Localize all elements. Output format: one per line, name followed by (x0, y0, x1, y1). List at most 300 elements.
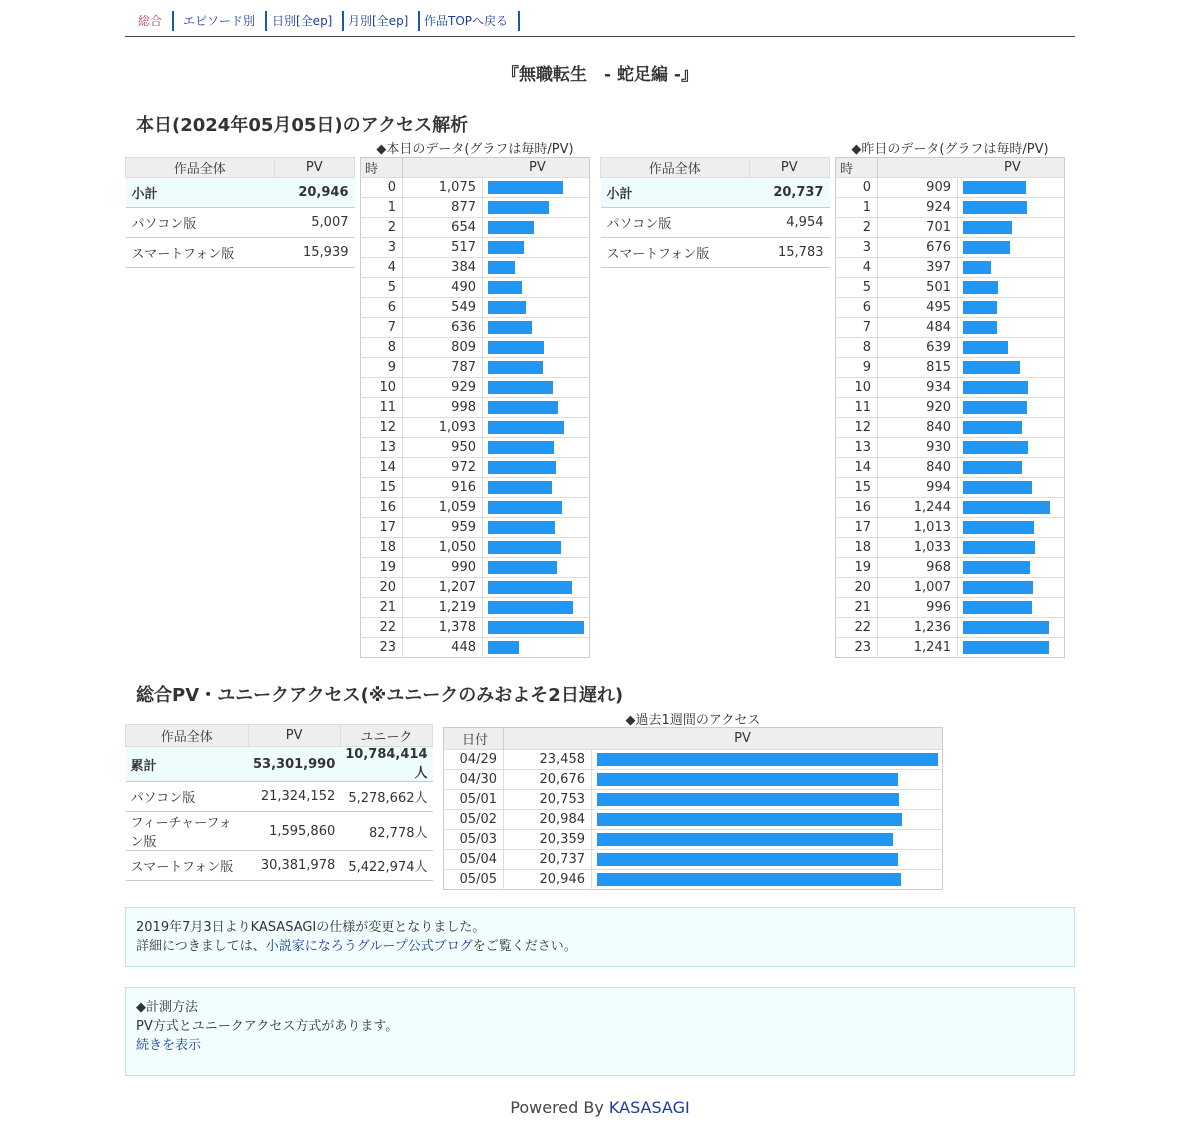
hour-row (836, 318, 1065, 338)
hour-cell: 12 (836, 418, 878, 438)
hour-cell: 8 (836, 338, 878, 358)
hour-row (836, 198, 1065, 218)
date-cell: 05/02 (444, 810, 504, 830)
table-row (601, 178, 830, 208)
pv-cell: 877 (403, 198, 483, 218)
pv-bar (488, 341, 544, 354)
week-row (444, 810, 943, 830)
yesterday-summary-table (600, 157, 830, 268)
pv-cell: 950 (403, 438, 483, 458)
hour-cell: 9 (836, 358, 878, 378)
yesterday-caption: ◆昨日のデータ(グラフは毎時/PV) (851, 142, 1049, 157)
pv-bar (963, 501, 1050, 514)
hour-row (361, 578, 590, 598)
official-blog-link[interactable]: 小説家になろうグループ公式ブログ (265, 939, 473, 954)
pv-cell: 701 (878, 218, 958, 238)
pv-bar (488, 481, 552, 494)
bar-cell (592, 750, 943, 770)
pv-cell: 1,050 (403, 538, 483, 558)
bar-cell (483, 238, 590, 258)
table-row (126, 238, 355, 268)
pv-cell: 998 (403, 398, 483, 418)
bar-cell (958, 638, 1065, 658)
sum-header-pv: PV (749, 158, 830, 178)
pv-bar (488, 401, 558, 414)
nav-episode[interactable]: エピソード別 (183, 11, 267, 31)
nav-monthly[interactable]: 月別[全ep] (348, 11, 420, 31)
hour-cell: 0 (836, 178, 878, 198)
row-pv: 1,595,860 (248, 812, 340, 851)
row-unique: 5,422,974人 (340, 851, 432, 881)
pv-cell: 20,753 (504, 790, 592, 810)
pv-bar (963, 241, 1010, 254)
pv-cell: 916 (403, 478, 483, 498)
hour-row (361, 498, 590, 518)
row-pv: 15,783 (749, 238, 830, 268)
bar-cell (483, 298, 590, 318)
pv-cell: 384 (403, 258, 483, 278)
pv-bar (488, 641, 519, 654)
pv-bar (597, 773, 898, 786)
bar-cell (483, 578, 590, 598)
bar-cell (958, 598, 1065, 618)
pv-bar (488, 441, 554, 454)
pv-cell: 1,013 (878, 518, 958, 538)
row-pv: 30,381,978 (248, 851, 340, 881)
hour-row (361, 538, 590, 558)
hour-cell: 7 (361, 318, 403, 338)
bar-cell (958, 298, 1065, 318)
pv-bar (597, 873, 901, 886)
total-access-table (125, 724, 433, 881)
pv-bar (963, 301, 997, 314)
row-label: スマートフォン版 (126, 851, 249, 881)
hour-cell: 22 (361, 618, 403, 638)
hour-cell: 19 (361, 558, 403, 578)
row-label: スマートフォン版 (126, 238, 275, 268)
pv-cell: 934 (878, 378, 958, 398)
bar-cell (958, 458, 1065, 478)
pv-bar (488, 521, 555, 534)
row-pv: 53,301,990 (248, 747, 340, 782)
hour-row (361, 618, 590, 638)
pv-cell: 1,093 (403, 418, 483, 438)
table-row (601, 238, 830, 268)
pv-cell: 920 (878, 398, 958, 418)
page-title: 『無職転生 - 蛇足編 -』 (502, 65, 698, 85)
spec-change-notice (125, 907, 1075, 967)
bar-cell (958, 278, 1065, 298)
hour-cell: 17 (361, 518, 403, 538)
pv-bar (963, 561, 1030, 574)
hour-cell: 17 (836, 518, 878, 538)
pv-cell: 996 (878, 598, 958, 618)
pv-cell: 929 (403, 378, 483, 398)
hour-cell: 2 (836, 218, 878, 238)
pv-bar (963, 621, 1049, 634)
date-cell: 05/04 (444, 850, 504, 870)
pv-cell: 20,737 (504, 850, 592, 870)
bar-cell (592, 870, 943, 890)
pv-bar (488, 321, 532, 334)
week-row (444, 770, 943, 790)
pv-bar (963, 221, 1012, 234)
row-pv: 21,324,152 (248, 782, 340, 812)
pv-header: PV (403, 158, 590, 178)
row-pv: 5,007 (274, 208, 355, 238)
pv-bar (488, 561, 557, 574)
date-cell: 04/30 (444, 770, 504, 790)
pv-cell: 654 (403, 218, 483, 238)
week-row (444, 870, 943, 890)
pv-bar (963, 581, 1033, 594)
weekly-access-table (443, 727, 943, 890)
hour-cell: 12 (361, 418, 403, 438)
hour-row (836, 598, 1065, 618)
bar-cell (483, 478, 590, 498)
bar-cell (483, 538, 590, 558)
sum-header-pv: PV (274, 158, 355, 178)
bar-cell (958, 618, 1065, 638)
pv-cell: 1,241 (878, 638, 958, 658)
pv-cell: 639 (878, 338, 958, 358)
row-label: パソコン版 (126, 208, 275, 238)
bar-cell (958, 498, 1065, 518)
bar-cell (483, 418, 590, 438)
week-row (444, 850, 943, 870)
pv-bar (597, 813, 902, 826)
table-row (601, 208, 830, 238)
hour-row (361, 278, 590, 298)
bar-cell (958, 178, 1065, 198)
row-pv: 15,939 (274, 238, 355, 268)
sum-header-work: 作品全体 (126, 158, 275, 178)
hour-cell: 18 (836, 538, 878, 558)
pv-cell: 924 (878, 198, 958, 218)
pv-bar (963, 441, 1028, 454)
pv-bar (963, 461, 1022, 474)
pv-bar (963, 321, 997, 334)
hour-row (361, 178, 590, 198)
bar-cell (483, 318, 590, 338)
pv-bar (488, 381, 553, 394)
hour-cell: 19 (836, 558, 878, 578)
hour-row (361, 598, 590, 618)
hour-cell: 7 (836, 318, 878, 338)
date-cell: 05/05 (444, 870, 504, 890)
pv-bar (597, 793, 899, 806)
pv-cell: 1,059 (403, 498, 483, 518)
hour-row (361, 318, 590, 338)
today-hourly-table (360, 157, 590, 658)
pv-header: PV (504, 728, 943, 750)
pv-cell: 972 (403, 458, 483, 478)
hour-row (836, 218, 1065, 238)
today-section-title: 本日(2024年05月05日)のアクセス解析 (136, 115, 469, 136)
pv-cell: 959 (403, 518, 483, 538)
pv-bar (963, 541, 1035, 554)
date-header: 日付 (444, 728, 504, 750)
bar-cell (592, 790, 943, 810)
row-label: 累計 (126, 747, 249, 782)
pv-bar (488, 621, 584, 634)
pv-cell: 484 (878, 318, 958, 338)
row-label: 小計 (601, 178, 750, 208)
bar-cell (483, 438, 590, 458)
hour-row (836, 378, 1065, 398)
pv-cell: 501 (878, 278, 958, 298)
hour-cell: 13 (836, 438, 878, 458)
hour-row (361, 558, 590, 578)
week-caption: ◆過去1週間のアクセス (625, 713, 761, 728)
bar-cell (483, 258, 590, 278)
row-label: スマートフォン版 (601, 238, 750, 268)
pv-bar (488, 541, 561, 554)
row-label: パソコン版 (126, 782, 249, 812)
pv-bar (488, 581, 572, 594)
pv-cell: 968 (878, 558, 958, 578)
pv-bar (963, 361, 1020, 374)
bar-cell (483, 598, 590, 618)
pv-cell: 787 (403, 358, 483, 378)
kasasagi-link[interactable]: KASASAGI (608, 1098, 690, 1117)
pv-bar (488, 421, 564, 434)
total-section-title: 総合PV・ユニークアクセス(※ユニークのみおよそ2日遅れ) (136, 685, 624, 706)
notice-line-2 (136, 937, 1064, 956)
hour-row (836, 298, 1065, 318)
row-label: フィーチャーフォン版 (126, 812, 249, 851)
hour-cell: 10 (361, 378, 403, 398)
row-pv: 20,946 (274, 178, 355, 208)
bar-cell (958, 358, 1065, 378)
hour-cell: 8 (361, 338, 403, 358)
pv-cell: 815 (878, 358, 958, 378)
hour-row (361, 418, 590, 438)
hour-row (836, 398, 1065, 418)
pv-bar (963, 281, 998, 294)
pv-bar (488, 461, 556, 474)
pv-cell: 994 (878, 478, 958, 498)
pv-cell: 636 (403, 318, 483, 338)
hour-cell: 2 (361, 218, 403, 238)
pv-bar (963, 641, 1049, 654)
bar-cell (958, 578, 1065, 598)
bar-cell (483, 458, 590, 478)
pv-bar (488, 181, 563, 194)
hour-row (836, 618, 1065, 638)
pv-bar (963, 181, 1026, 194)
row-pv: 4,954 (749, 208, 830, 238)
hour-row (361, 458, 590, 478)
bar-cell (592, 810, 943, 830)
bar-cell (958, 258, 1065, 278)
pv-cell: 1,007 (878, 578, 958, 598)
hour-row (836, 258, 1065, 278)
hour-row (361, 198, 590, 218)
yesterday-hourly-table (835, 157, 1065, 658)
hour-row (361, 398, 590, 418)
bar-cell (483, 338, 590, 358)
hour-cell: 3 (836, 238, 878, 258)
nav-summary[interactable]: 総合 (138, 11, 174, 31)
bar-cell (483, 518, 590, 538)
nav-daily[interactable]: 日別[全ep] (272, 11, 344, 31)
notice-pre-text: 詳細につきましては、 (136, 939, 266, 954)
bar-cell (483, 178, 590, 198)
date-cell: 04/29 (444, 750, 504, 770)
pv-bar (963, 521, 1034, 534)
pv-cell: 517 (403, 238, 483, 258)
pv-bar (963, 261, 991, 274)
pv-bar (963, 601, 1032, 614)
hour-row (361, 338, 590, 358)
pv-bar (488, 501, 562, 514)
pv-cell: 20,676 (504, 770, 592, 790)
hour-cell: 16 (836, 498, 878, 518)
hour-row (836, 558, 1065, 578)
pv-cell: 1,378 (403, 618, 483, 638)
total-header-work: 作品全体 (126, 725, 249, 747)
top-nav (125, 10, 1075, 37)
hour-cell: 5 (361, 278, 403, 298)
bar-cell (483, 398, 590, 418)
hour-row (836, 418, 1065, 438)
bar-cell (958, 438, 1065, 458)
pv-cell: 1,075 (403, 178, 483, 198)
hour-row (361, 238, 590, 258)
hour-row (836, 538, 1065, 558)
pv-cell: 490 (403, 278, 483, 298)
pv-bar (488, 241, 524, 254)
pv-cell: 1,207 (403, 578, 483, 598)
hour-cell: 22 (836, 618, 878, 638)
hour-row (836, 178, 1065, 198)
row-label: パソコン版 (601, 208, 750, 238)
pv-cell: 1,219 (403, 598, 483, 618)
pv-cell: 990 (403, 558, 483, 578)
bar-cell (958, 398, 1065, 418)
hour-row (361, 358, 590, 378)
row-pv: 20,737 (749, 178, 830, 208)
hour-cell: 10 (836, 378, 878, 398)
bar-cell (958, 558, 1065, 578)
bar-cell (958, 418, 1065, 438)
hour-row (836, 438, 1065, 458)
pv-cell: 448 (403, 638, 483, 658)
pv-bar (488, 361, 543, 374)
hour-cell: 14 (836, 458, 878, 478)
pv-bar (963, 341, 1008, 354)
hour-cell: 1 (361, 198, 403, 218)
hour-row (836, 518, 1065, 538)
nav-back-to-top[interactable]: 作品TOPへ戻る (424, 11, 520, 31)
hour-row (836, 478, 1065, 498)
hour-row (836, 278, 1065, 298)
pv-bar (488, 301, 526, 314)
bar-cell (958, 518, 1065, 538)
bar-cell (483, 638, 590, 658)
pv-bar (597, 853, 898, 866)
hour-row (361, 638, 590, 658)
bar-cell (483, 498, 590, 518)
footer (0, 1098, 1200, 1117)
method-title: ◆計測方法 (136, 1000, 198, 1015)
hour-row (361, 298, 590, 318)
hour-row (836, 458, 1065, 478)
hour-row (836, 238, 1065, 258)
row-unique: 82,778人 (340, 812, 432, 851)
total-header-unique: ユニーク (340, 725, 432, 747)
bar-cell (958, 338, 1065, 358)
table-row (126, 812, 433, 851)
hour-row (361, 378, 590, 398)
hour-cell: 5 (836, 278, 878, 298)
bar-cell (958, 538, 1065, 558)
bar-cell (592, 770, 943, 790)
hour-cell: 11 (361, 398, 403, 418)
table-row (126, 782, 433, 812)
hour-cell: 21 (361, 598, 403, 618)
hour-cell: 18 (361, 538, 403, 558)
pv-cell: 930 (878, 438, 958, 458)
pv-bar (488, 221, 534, 234)
bar-cell (483, 218, 590, 238)
hour-cell: 21 (836, 598, 878, 618)
total-header-pv: PV (248, 725, 340, 747)
pv-cell: 397 (878, 258, 958, 278)
hour-cell: 9 (361, 358, 403, 378)
pv-cell: 20,946 (504, 870, 592, 890)
notice-line-1: 2019年7月3日よりKASASAGIの仕様が変更となりました。 (136, 920, 486, 935)
hour-cell: 20 (361, 578, 403, 598)
hour-cell: 13 (361, 438, 403, 458)
hour-cell: 3 (361, 238, 403, 258)
notice-post-text: をご覧ください。 (472, 939, 577, 954)
pv-bar (963, 381, 1028, 394)
pv-bar (597, 753, 938, 766)
bar-cell (592, 830, 943, 850)
hour-cell: 6 (361, 298, 403, 318)
hour-row (836, 578, 1065, 598)
hour-cell: 23 (361, 638, 403, 658)
bar-cell (483, 618, 590, 638)
date-cell: 05/01 (444, 790, 504, 810)
show-more-link[interactable]: 続きを表示 (136, 1038, 202, 1053)
pv-bar (488, 261, 515, 274)
hour-header: 時 (361, 158, 403, 178)
bar-cell (483, 278, 590, 298)
footer-powered-by: Powered By (510, 1098, 609, 1117)
hour-cell: 15 (361, 478, 403, 498)
table-row (126, 747, 433, 782)
sum-header-work: 作品全体 (601, 158, 750, 178)
hour-row (836, 358, 1065, 378)
table-row (126, 178, 355, 208)
today-summary-table (125, 157, 355, 268)
hour-cell: 20 (836, 578, 878, 598)
pv-bar (488, 201, 549, 214)
row-label: 小計 (126, 178, 275, 208)
hour-cell: 23 (836, 638, 878, 658)
hour-cell: 0 (361, 178, 403, 198)
hour-cell: 15 (836, 478, 878, 498)
bar-cell (958, 478, 1065, 498)
bar-cell (483, 378, 590, 398)
hour-row (361, 478, 590, 498)
hour-cell: 4 (836, 258, 878, 278)
pv-cell: 20,984 (504, 810, 592, 830)
pv-bar (488, 281, 522, 294)
